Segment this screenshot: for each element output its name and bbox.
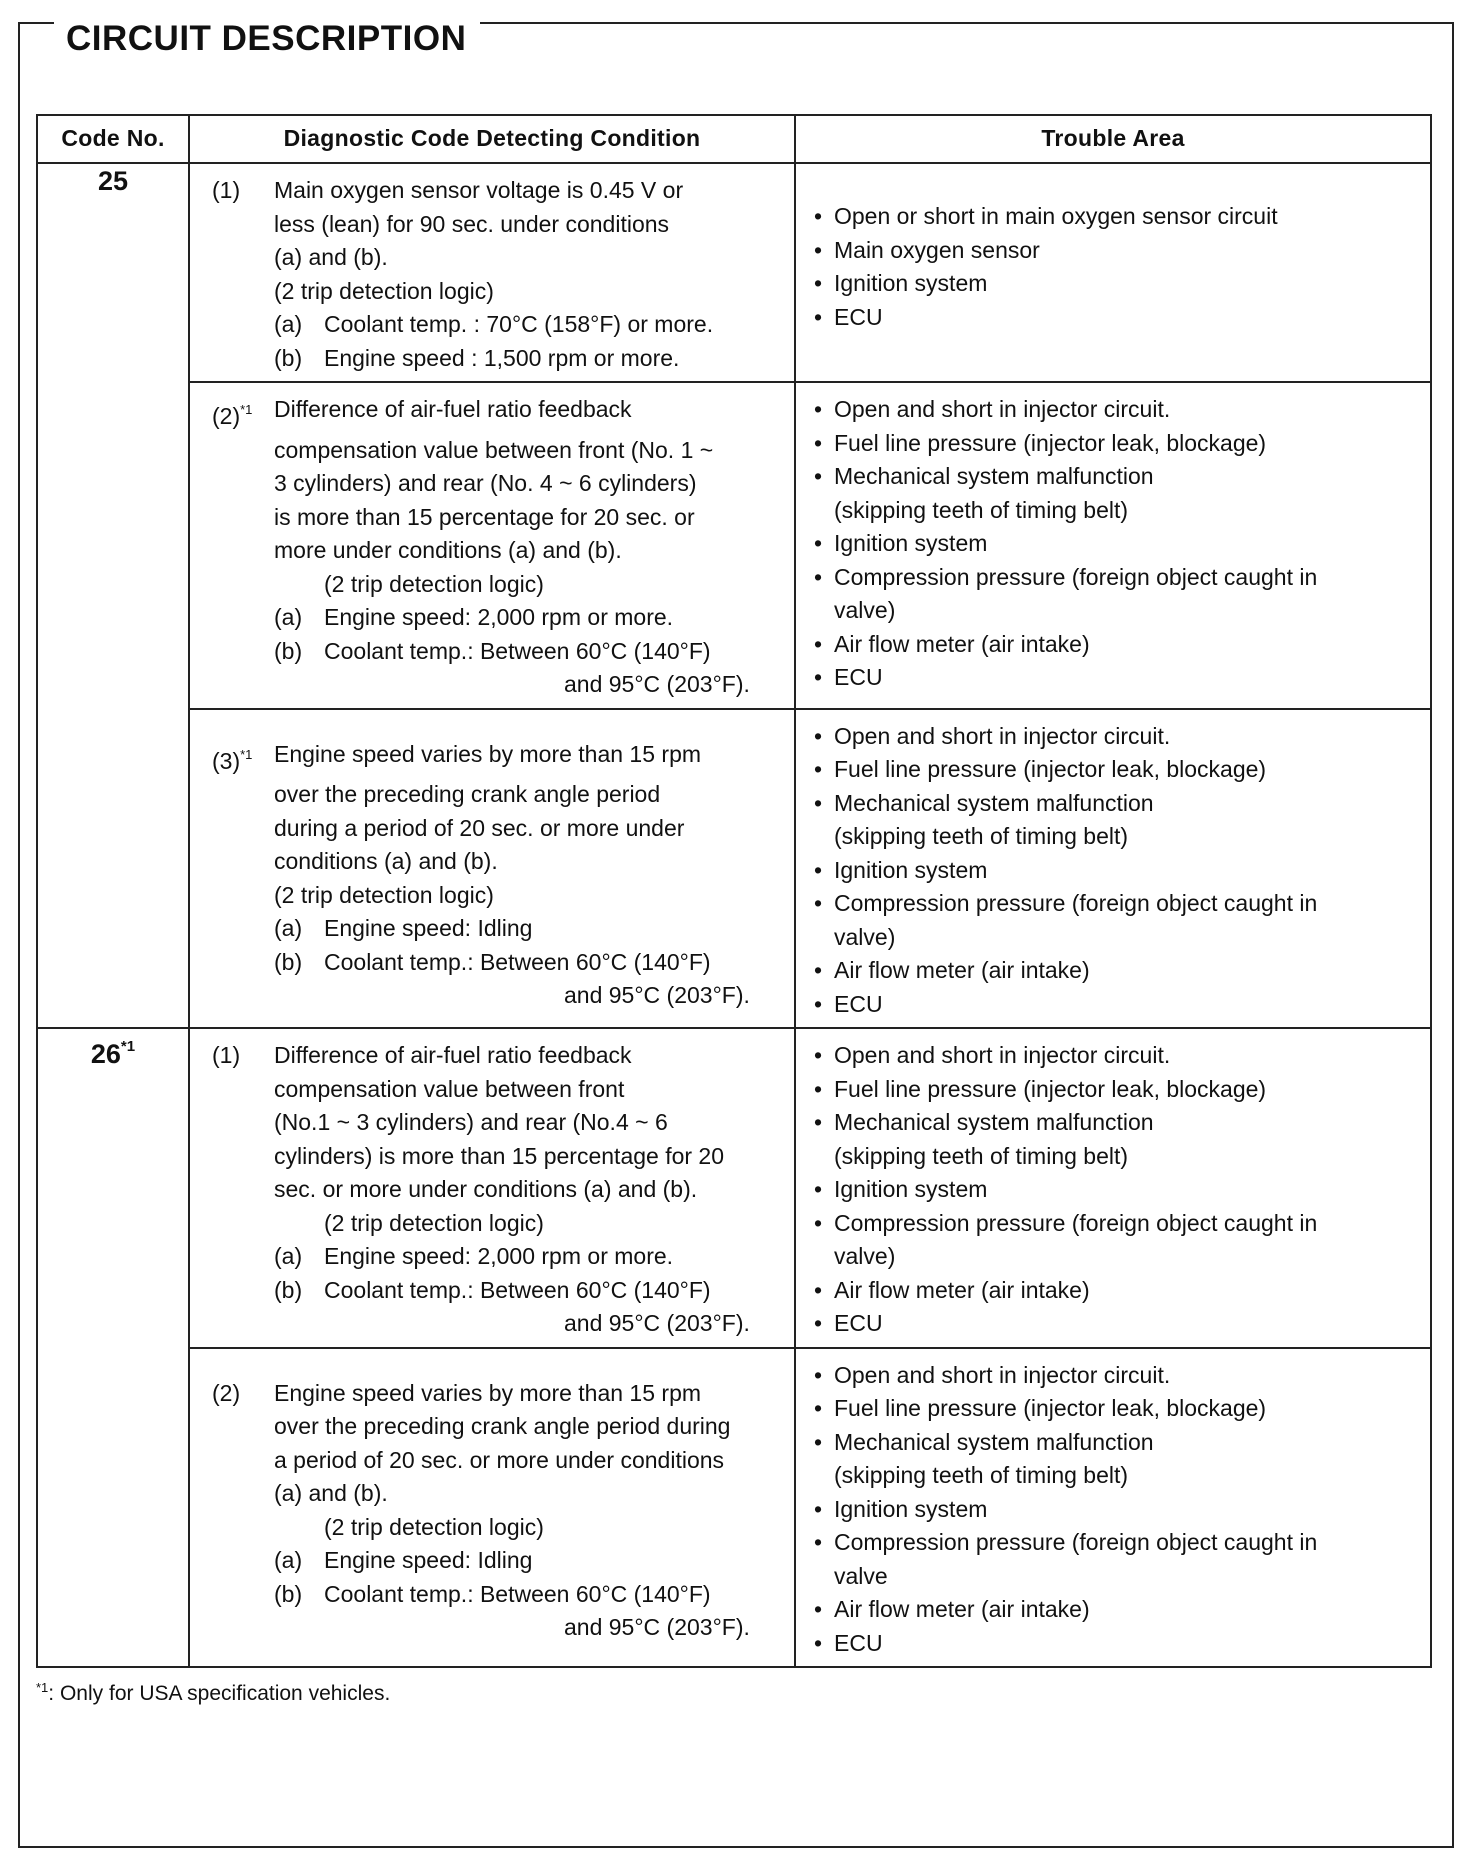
condition-sub-a (212, 1240, 782, 1274)
condition-text: sec. or more under conditions (a) and (b). (274, 1176, 698, 1202)
condition-text: Main oxygen sensor voltage is 0.45 V or (274, 177, 684, 203)
bullet-icon: • (814, 957, 823, 983)
bullet-icon: • (814, 1529, 823, 1555)
table-row (37, 1028, 1431, 1348)
list-item (812, 1392, 1420, 1426)
condition-trip-logic: (2 trip detection logic) (324, 570, 544, 597)
condition-sub-b (212, 1578, 782, 1612)
bullet-icon: • (814, 630, 823, 657)
sub-text-continued: and 95°C (203°F). (564, 982, 750, 1008)
bullet-icon: • (814, 563, 823, 590)
footnote (36, 1680, 390, 1706)
condition-text: more under conditions (a) and (b). (274, 537, 622, 563)
condition-line (212, 174, 782, 208)
trouble-text: ECU (834, 303, 883, 330)
trouble-text-continued: (skipping teeth of timing belt) (834, 1142, 1129, 1169)
bullet-icon: • (814, 1596, 823, 1622)
bullet-icon: • (814, 756, 823, 782)
trouble-list (812, 1359, 1420, 1661)
list-item (812, 527, 1420, 561)
bullet-icon: • (814, 789, 823, 816)
condition-text: (a) and (b). (274, 244, 388, 270)
condition-number (212, 738, 274, 779)
trouble-text: Compression pressure (foreign object caught in (834, 890, 1318, 916)
trouble-area-cell (795, 1028, 1431, 1348)
trouble-list (812, 393, 1420, 695)
list-item (812, 1493, 1420, 1527)
section-title: CIRCUIT DESCRIPTION (54, 22, 480, 56)
table-row (37, 709, 1431, 1029)
condition-sub-a (212, 912, 782, 946)
sub-label: (b) (274, 637, 303, 664)
footnote-mark: *1 (240, 746, 253, 762)
footnote-mark: *1 (36, 1680, 49, 1695)
bullet-icon: • (814, 463, 823, 489)
trouble-text: Fuel line pressure (injector leak, blockage) (834, 1395, 1267, 1421)
bullet-icon: • (814, 1176, 823, 1202)
sub-text: Engine speed: Idling (324, 1547, 533, 1573)
list-item (812, 787, 1420, 854)
condition-text: less (lean) for 90 sec. under conditions (274, 210, 670, 237)
trouble-text: Main oxygen sensor (834, 236, 1040, 263)
sub-text: Coolant temp.: Between 60°C (140°F) (324, 1276, 711, 1303)
table-row (37, 1348, 1431, 1668)
condition-text: during a period of 20 sec. or more under (274, 814, 685, 841)
trouble-text: Ignition system (834, 1176, 988, 1202)
condition-text: Engine speed varies by more than 15 rpm (274, 740, 702, 767)
list-item (812, 393, 1420, 427)
sub-text: Engine speed : 1,500 rpm or more. (324, 344, 680, 371)
header-detecting-condition: Diagnostic Code Detecting Condition (189, 115, 795, 163)
bullet-icon: • (814, 1042, 823, 1068)
sub-text: Engine speed: Idling (324, 915, 533, 941)
trouble-list (812, 200, 1420, 334)
bullet-icon: • (814, 1428, 823, 1455)
bullet-icon: • (814, 1209, 823, 1236)
trouble-list (812, 720, 1420, 1022)
bullet-icon: • (814, 1495, 823, 1522)
condition-text: over the preceding crank angle period (274, 781, 661, 807)
condition-text: (No.1 ~ 3 cylinders) and rear (No.4 ~ 6 (274, 1109, 668, 1135)
list-item (812, 427, 1420, 461)
list-item (812, 561, 1420, 628)
bullet-icon: • (814, 1109, 823, 1135)
list-item (812, 954, 1420, 988)
condition-text: Engine speed varies by more than 15 rpm (274, 1379, 702, 1406)
condition-number: (2) (212, 1379, 241, 1406)
trouble-text-continued: valve) (834, 923, 896, 950)
bullet-icon: • (814, 890, 823, 916)
bullet-icon: • (814, 303, 823, 330)
list-item (812, 1627, 1420, 1661)
list-item (812, 628, 1420, 662)
sub-label: (b) (274, 1580, 303, 1607)
condition-cell (189, 709, 795, 1029)
bullet-icon: • (814, 1276, 823, 1303)
bullet-icon: • (814, 203, 823, 229)
list-item (812, 1106, 1420, 1173)
condition-cell (189, 382, 795, 709)
footnote-text: : Only for USA specification vehicles. (48, 1682, 391, 1705)
header-trouble-area: Trouble Area (795, 115, 1431, 163)
condition-text: (2 trip detection logic) (274, 277, 494, 304)
code-number: 26 (90, 1039, 121, 1069)
condition-trip-logic: (2 trip detection logic) (324, 1209, 544, 1236)
list-item (812, 200, 1420, 234)
bullet-icon: • (814, 664, 823, 690)
sub-label: (b) (274, 344, 303, 371)
sub-label: (a) (274, 1547, 303, 1573)
table-header-row (37, 115, 1431, 163)
trouble-text: ECU (834, 664, 883, 690)
table-row (37, 163, 1431, 382)
trouble-text-continued: (skipping teeth of timing belt) (834, 823, 1129, 849)
trouble-text: Open and short in injector circuit. (834, 396, 1171, 422)
trouble-text: Compression pressure (foreign object caught in (834, 563, 1318, 590)
trouble-text-continued: valve) (834, 597, 896, 623)
list-item (812, 1307, 1420, 1341)
trouble-text-continued: (skipping teeth of timing belt) (834, 1462, 1129, 1488)
trouble-text-continued: (skipping teeth of timing belt) (834, 496, 1129, 523)
list-item (812, 661, 1420, 695)
condition-sub-b (212, 342, 782, 376)
list-item (812, 988, 1420, 1022)
trouble-text: Ignition system (834, 270, 988, 296)
trouble-text: Compression pressure (foreign object caught in (834, 1529, 1318, 1555)
condition-text: Difference of air-fuel ratio feedback (274, 396, 632, 422)
condition-cell (189, 1028, 795, 1348)
trouble-text-continued: valve (834, 1562, 888, 1589)
list-item (812, 1593, 1420, 1627)
sub-text: Engine speed: 2,000 rpm or more. (324, 604, 674, 630)
condition-text: over the preceding crank angle period during (274, 1413, 731, 1439)
condition-number: (1) (212, 177, 241, 203)
trouble-text: Ignition system (834, 856, 988, 883)
condition-line (212, 1377, 782, 1411)
list-item (812, 1207, 1420, 1274)
condition-text: compensation value between front (274, 1075, 625, 1102)
sub-text: Coolant temp.: Between 60°C (140°F) (324, 948, 711, 975)
list-item (812, 1039, 1420, 1073)
trouble-area-cell (795, 382, 1431, 709)
footnote-mark: *1 (120, 1038, 136, 1055)
condition-cell (189, 163, 795, 382)
trouble-text: Air flow meter (air intake) (834, 1596, 1090, 1622)
condition-text: (2 trip detection logic) (274, 881, 494, 908)
condition-number: (1) (212, 1042, 241, 1068)
list-item (812, 1359, 1420, 1393)
condition-trip-logic: (2 trip detection logic) (324, 1513, 544, 1540)
trouble-text: Fuel line pressure (injector leak, blockage) (834, 1075, 1267, 1102)
bullet-icon: • (814, 1075, 823, 1102)
condition-number (212, 393, 274, 434)
sub-text: Coolant temp.: Between 60°C (140°F) (324, 1580, 711, 1607)
trouble-text: Fuel line pressure (injector leak, blockage) (834, 429, 1267, 456)
trouble-text: ECU (834, 1629, 883, 1656)
trouble-text: Air flow meter (air intake) (834, 1276, 1090, 1303)
bullet-icon: • (814, 530, 823, 556)
condition-cell (189, 1348, 795, 1668)
sub-text: Coolant temp. : 70°C (158°F) or more. (324, 311, 714, 337)
trouble-text: Open or short in main oxygen sensor circuit (834, 203, 1278, 229)
list-item (812, 1274, 1420, 1308)
condition-text: cylinders) is more than 15 percentage for 20 (274, 1142, 725, 1169)
condition-line (212, 1039, 782, 1073)
list-item (812, 1173, 1420, 1207)
list-item (812, 234, 1420, 268)
footnote-mark: *1 (240, 402, 253, 417)
bullet-icon: • (814, 236, 823, 263)
condition-text: is more than 15 percentage for 20 sec. or (274, 503, 695, 530)
trouble-text: ECU (834, 990, 883, 1017)
sub-label: (b) (274, 1276, 303, 1303)
trouble-text-continued: valve) (834, 1243, 896, 1269)
bullet-icon: • (814, 1629, 823, 1656)
sub-text: Engine speed: 2,000 rpm or more. (324, 1243, 674, 1269)
condition-sub-a (212, 1544, 782, 1578)
trouble-text: ECU (834, 1310, 883, 1336)
list-item (812, 1526, 1420, 1593)
sub-text-continued: and 95°C (203°F). (564, 1310, 750, 1336)
trouble-list (812, 1039, 1420, 1341)
sub-label: (a) (274, 1243, 303, 1269)
bullet-icon: • (814, 429, 823, 456)
condition-sub-a (212, 601, 782, 635)
list-item (812, 267, 1420, 301)
trouble-text: Fuel line pressure (injector leak, blockage) (834, 756, 1267, 782)
condition-sub-b (212, 946, 782, 980)
code-number: 25 (97, 166, 129, 196)
sub-text-continued: and 95°C (203°F). (564, 671, 750, 697)
table-row (37, 382, 1431, 709)
sub-text-continued: and 95°C (203°F). (564, 1614, 750, 1640)
diagnostic-code-table (36, 114, 1432, 1668)
list-item (812, 854, 1420, 888)
trouble-area-cell (795, 709, 1431, 1029)
list-item (812, 720, 1420, 754)
condition-text: 3 cylinders) and rear (No. 4 ~ 6 cylinders) (274, 470, 697, 496)
bullet-icon: • (814, 1395, 823, 1421)
condition-sub-b (212, 1274, 782, 1308)
bullet-icon: • (814, 1361, 823, 1388)
trouble-text: Air flow meter (air intake) (834, 957, 1090, 983)
sub-text: Coolant temp.: Between 60°C (140°F) (324, 637, 711, 664)
condition-text: conditions (a) and (b). (274, 848, 498, 874)
trouble-area-cell (795, 163, 1431, 382)
header-code-no: Code No. (37, 115, 189, 163)
condition-number-text: (3) (212, 747, 241, 774)
trouble-text: Mechanical system malfunction (834, 1428, 1154, 1455)
trouble-text: Mechanical system malfunction (834, 463, 1154, 489)
condition-sub-a (212, 308, 782, 342)
condition-line (212, 738, 782, 779)
condition-text: Difference of air-fuel ratio feedback (274, 1042, 632, 1068)
sub-label: (a) (274, 311, 303, 337)
trouble-text: Mechanical system malfunction (834, 789, 1154, 816)
trouble-text: Open and short in injector circuit. (834, 1361, 1171, 1388)
list-item (812, 460, 1420, 527)
bullet-icon: • (814, 270, 823, 296)
list-item (812, 1073, 1420, 1107)
bullet-icon: • (814, 1310, 823, 1336)
trouble-text: Compression pressure (foreign object caught in (834, 1209, 1318, 1236)
bullet-icon: • (814, 722, 823, 749)
sub-label: (a) (274, 915, 303, 941)
list-item (812, 1426, 1420, 1493)
trouble-text: Open and short in injector circuit. (834, 722, 1171, 749)
trouble-text: Mechanical system malfunction (834, 1109, 1154, 1135)
condition-line (212, 393, 782, 434)
trouble-text: Ignition system (834, 530, 988, 556)
sub-label: (a) (274, 604, 303, 630)
trouble-text: Ignition system (834, 1495, 988, 1522)
trouble-area-cell (795, 1348, 1431, 1668)
trouble-text: Open and short in injector circuit. (834, 1042, 1171, 1068)
bullet-icon: • (814, 856, 823, 883)
condition-sub-b (212, 635, 782, 669)
trouble-text: Air flow meter (air intake) (834, 630, 1090, 657)
bullet-icon: • (814, 396, 823, 422)
list-item (812, 301, 1420, 335)
list-item (812, 753, 1420, 787)
sub-label: (b) (274, 948, 303, 975)
condition-text: a period of 20 sec. or more under conditions (274, 1446, 725, 1473)
condition-text: compensation value between front (No. 1 ~ (274, 436, 714, 463)
code-cell-26 (37, 1028, 189, 1667)
bullet-icon: • (814, 990, 823, 1017)
list-item (812, 887, 1420, 954)
condition-text: (a) and (b). (274, 1480, 388, 1506)
code-cell-25 (37, 163, 189, 1028)
condition-number-text: (2) (212, 403, 241, 429)
